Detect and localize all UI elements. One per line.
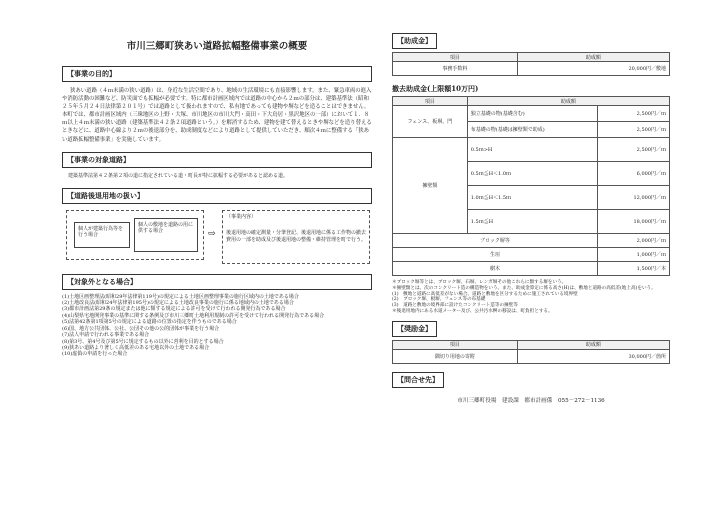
grant-row-item: 事務手数料 [393, 62, 518, 76]
left-column [62, 28, 372, 358]
fence-amount-1: 2,500円／ｍ [597, 122, 669, 138]
setback-box-building: 個人が建築行為等を行う場合 [74, 222, 130, 248]
grant-col-amount: 助成額 [517, 53, 669, 62]
note-item: ＊ブロック塀等とは、ブロック塀、石塀、レンガ塀その他これらに類する塀をいう。 [392, 280, 567, 285]
table-row [393, 62, 670, 76]
contact-heading: 【問合せ先】 [392, 372, 444, 388]
removal-heading: 撤去助成金(上限額10万円) [392, 84, 479, 93]
other-item-0: ブロック塀等 [393, 234, 598, 248]
exclusions-heading: 【対象外となる場合】 [62, 274, 372, 290]
wall-amount-0: 2,500円／ｍ [597, 138, 669, 162]
other-amount-0: 2,000円／ｍ [597, 234, 669, 248]
wall-amount-2: 12,000円／ｍ [597, 186, 669, 210]
removal-table [392, 96, 670, 276]
list-item: (2)土地改良法(昭和24年法律第195号)の規定による土地改良事業の施行に係る地域内の土地である場合 [62, 300, 294, 307]
removal-col-item: 項目 [393, 97, 468, 106]
list-item: (4)山梨県宅地開発事業の基準に関する条例及び市川三郷町土地利用規制の許可を受けて行われる開発行為である場合 [62, 312, 325, 319]
incentive-heading: 【奨励金】 [392, 321, 437, 337]
wall-label: 擁壁類 [393, 138, 468, 234]
contact-text: 市川三郷町役場 建設課 都市計画係 055－272－1136 [457, 397, 605, 404]
table-row [393, 138, 670, 162]
setback-heading: 【道路後退用地の扱い】 [62, 188, 372, 204]
incentive-row-amount: 30,000円／箇所 [517, 349, 669, 363]
grant-table [392, 52, 670, 76]
setback-content-box [222, 210, 370, 264]
table-row [393, 349, 670, 363]
other-amount-2: 1,500円／本 [597, 262, 669, 276]
page-title: 市川三郷町狭あい道路拡幅整備事業の概要 [126, 41, 308, 52]
list-item: (6)国、地方公共団体、公社、公団その他の公的団体が事業を行う場合 [62, 325, 220, 332]
wall-cond-3: 1.5ｍ≦H [467, 210, 597, 234]
incentive-table [392, 340, 670, 364]
list-item: (10)虚偽の申請を行った場合 [62, 351, 128, 358]
purpose-heading: 【事業の目的】 [62, 66, 372, 82]
incentive-col-item: 項目 [393, 340, 518, 349]
target-heading: 【事業の対象道路】 [62, 152, 372, 168]
exclusions-list [62, 294, 372, 358]
setback-flow-diagram [62, 208, 372, 266]
note-item: (3) 道路と敷地の境界部に設けたコンクリート造等の擁壁等 [392, 303, 518, 309]
other-amount-1: 1,000円／ｍ [597, 248, 669, 262]
table-row [393, 106, 670, 122]
other-item-2: 樹木 [393, 262, 598, 276]
fence-amount-0: 2,500円／ｍ [597, 106, 669, 122]
purpose-body: 狭あい道路（４ｍ未満の狭い道路）は、身近な生活空間であり、地域の生活環境にも直接影響します。また、緊急車両の進入や消防活動の困難など、防災面でも拡幅が必要です。特に都市計画区域内では道路の中心から２ｍの部分は、建築基準法（昭和２５年５月２４日法律第２０１号）では道路として扱われますので、私有地であっても建物や塀などを造ることはできません。本町では、都市計画区域内（三珠地区の上野・大塚、市川地区の市川大門・高田・下大鳥居・黒沢地区の一部）において１．８ｍ以上４ｍ未満の狭い道路（建築基準法４２条２項道路という。）を解消するため、建物を建て替えるときや塀などを造り替えるときなどに、道路中心線より２ｍの後退部分を、助成制度などにより道路として提供していただき、順次４ｍに整備する「狭あい道路拡幅整備事業」を実施しています。 [62, 88, 372, 143]
fence-cond-0: 独立基礎の物(基礎含む) [467, 106, 597, 122]
list-item: (1)土地区画整理法(昭和29年法律第119号)の規定による土地区画整理事業の施行区域内の土地である場合 [62, 293, 299, 300]
wall-amount-1: 6,000円／ｍ [597, 162, 669, 186]
arrow-right-icon: ⇨ [208, 228, 216, 239]
wall-cond-1: 0.5ｍ≦H＜1.0ｍ [467, 162, 597, 186]
incentive-col-amount: 助成額 [517, 340, 669, 349]
fence-label: フェンス、板塀、門 [393, 106, 468, 138]
fence-cond-1: 布基礎の物(基礎は擁壁類で助成) [467, 122, 597, 138]
setback-content-title: （事業内容） [226, 213, 257, 220]
removal-col-amount: 助成額 [467, 97, 669, 106]
right-column [392, 28, 670, 404]
table-row [393, 234, 670, 248]
table-row [393, 262, 670, 276]
grant-col-item: 項目 [393, 53, 518, 62]
list-item: (5)法第42条第1項第5号の規定による道路の位置の指定を伴うものである場合 [62, 319, 237, 326]
incentive-row-item: 隅切り用地の寄附 [393, 349, 518, 363]
grant-row-amount: 20,000円／敷地 [517, 62, 669, 76]
list-item: (8)第3号、第4号及び第5号に規定するもの以外に営利を目的とする場合 [62, 338, 224, 345]
grant-heading: 【助成金】 [392, 33, 437, 49]
note-item: (1) 敷地と道路に高低差がない場合、道路と敷地を区分するために施工されている境界壁 [392, 291, 578, 297]
other-item-1: 生垣 [393, 248, 598, 262]
setback-content-body: 後退用地の確定測量・分筆登記、後退用地に係る工作物の撤去費用の一部を助成及び後退用地の整備・維持管理を町で行う。 [226, 230, 367, 243]
target-body: 建築基準法第４２条第２項の道に指定されている道・町長が特に拡幅する必要があると認める道。 [68, 172, 289, 179]
table-row [393, 248, 670, 262]
note-item: (2) ブロック塀、板塀、フェンス等の布基礎 [392, 297, 486, 303]
list-item: (3)都市計画法第29条の規定または他に類する規定による許可を受けて行われる開発行為である場合 [62, 306, 286, 313]
note-item: ＊擁壁類とは、次のコンクリート造の構造物をいう。また、助成金算定に係る高さ(H)は、敷地と道路の高低差(地上高)をいう。 [392, 285, 656, 291]
list-item: (7)法人申請で行われる事業である場合 [62, 332, 150, 339]
setback-box-land: 個人の敷地を道路の用に供する場合 [134, 218, 198, 252]
wall-cond-0: 0.5ｍ>H [467, 138, 597, 162]
removal-notes [392, 280, 670, 315]
wall-cond-2: 1.0ｍ≦H＜1.5ｍ [467, 186, 597, 210]
wall-amount-3: 18,000円／ｍ [597, 210, 669, 234]
list-item: (9)狭あい道路より著しく高低差のある宅地以外の土地である場合 [62, 344, 210, 351]
note-item: ＊後退用地内にある水道メーター及び、公共汚水桝の移設は、町負担とする。 [392, 308, 553, 314]
